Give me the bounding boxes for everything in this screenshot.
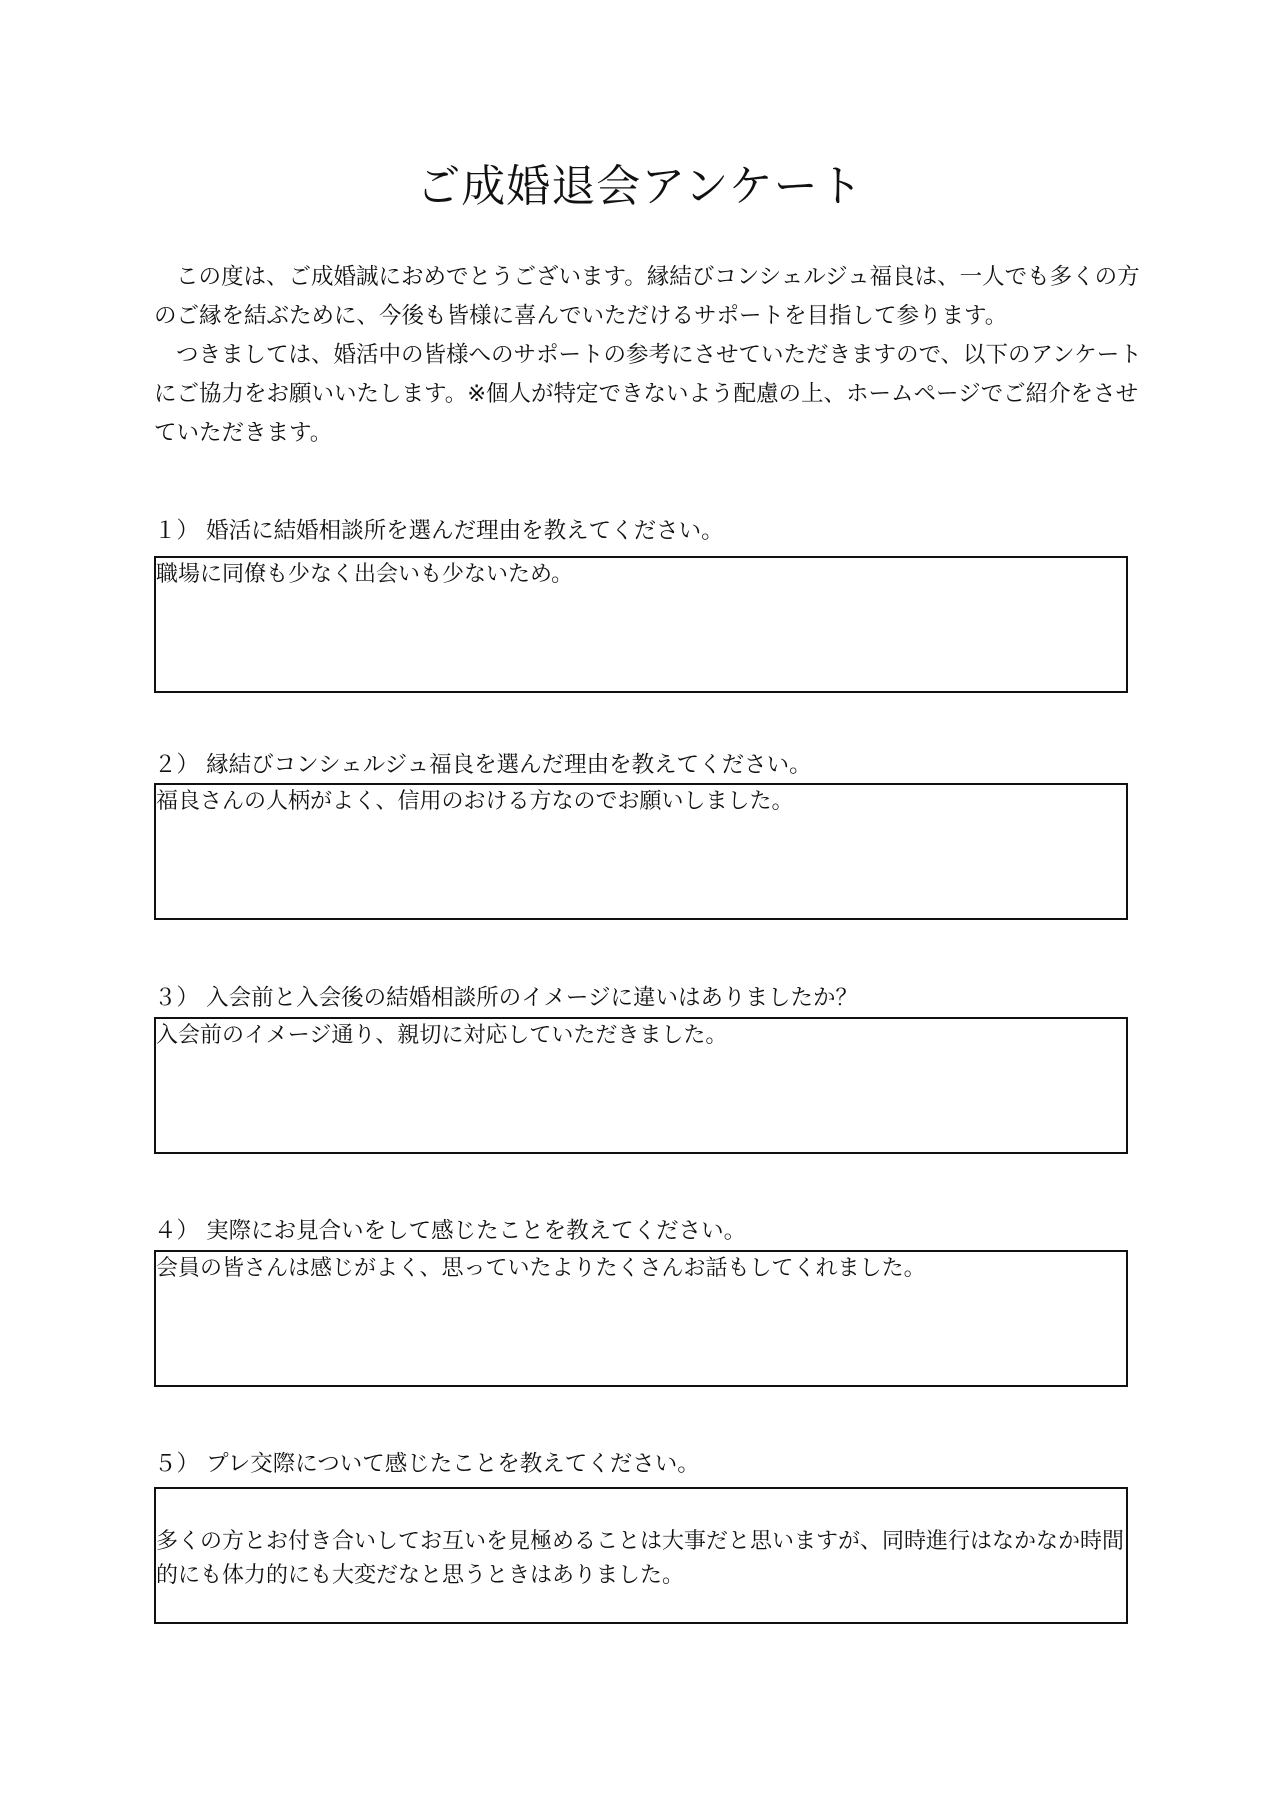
answer-5-box (154, 1487, 1128, 1624)
answer-2-text: 福良さんの人柄がよく、信用のおける方なのでお願いしました。 (156, 789, 794, 814)
answer-4-text: 会員の皆さんは感じがよく、思っていたよりたくさんお話もしてくれました。 (156, 1256, 926, 1281)
answer-4-box (154, 1250, 1128, 1387)
page-title: ご成婚退会アンケート (416, 161, 864, 213)
question-2-label: ２） 縁結びコンシェルジュ福良を選んだ理由を教えてください。 (154, 752, 812, 778)
answer-1-box (154, 556, 1128, 693)
intro-text (154, 258, 1144, 453)
question-1-label: １） 婚活に結婚相談所を選んだ理由を教えてください。 (154, 518, 724, 544)
answer-5-text: 多くの方とお付き合いしてお互いを見極めることは大事だと思いますが、同時進行はなかなか時間的にも体力的にも大変だなと思うときはありました。 (156, 1529, 1125, 1588)
intro-paragraph-1: この度は、ご成婚誠におめでとうございます。縁結びコンシェルジュ福良は、一人でも多くの方のご縁を結ぶために、今後も皆様に喜んでいただけるサポートを目指して参ります。 (154, 264, 1140, 329)
question-3-label: ３） 入会前と入会後の結婚相談所のイメージに違いはありましたか？ (154, 985, 858, 1011)
answer-3-box (154, 1017, 1128, 1154)
question-4-label: ４） 実際にお見合いをして感じたことを教えてください。 (154, 1218, 747, 1244)
question-5-label: ５） プレ交際について感じたことを教えてください。 (154, 1451, 700, 1477)
answer-1-text: 職場に同僚も少なく出会いも少ないため。 (156, 562, 574, 587)
intro-paragraph-2: つきましては、婚活中の皆様へのサポートの参考にさせていただきますので、以下のアンケートにご協力をお願いいたします。※個人が特定できないよう配慮の上、ホームページでご紹介をさせていただきます。 (154, 342, 1142, 446)
answer-2-box (154, 783, 1128, 920)
answer-3-text: 入会前のイメージ通り、親切に対応していただきました。 (156, 1023, 728, 1048)
